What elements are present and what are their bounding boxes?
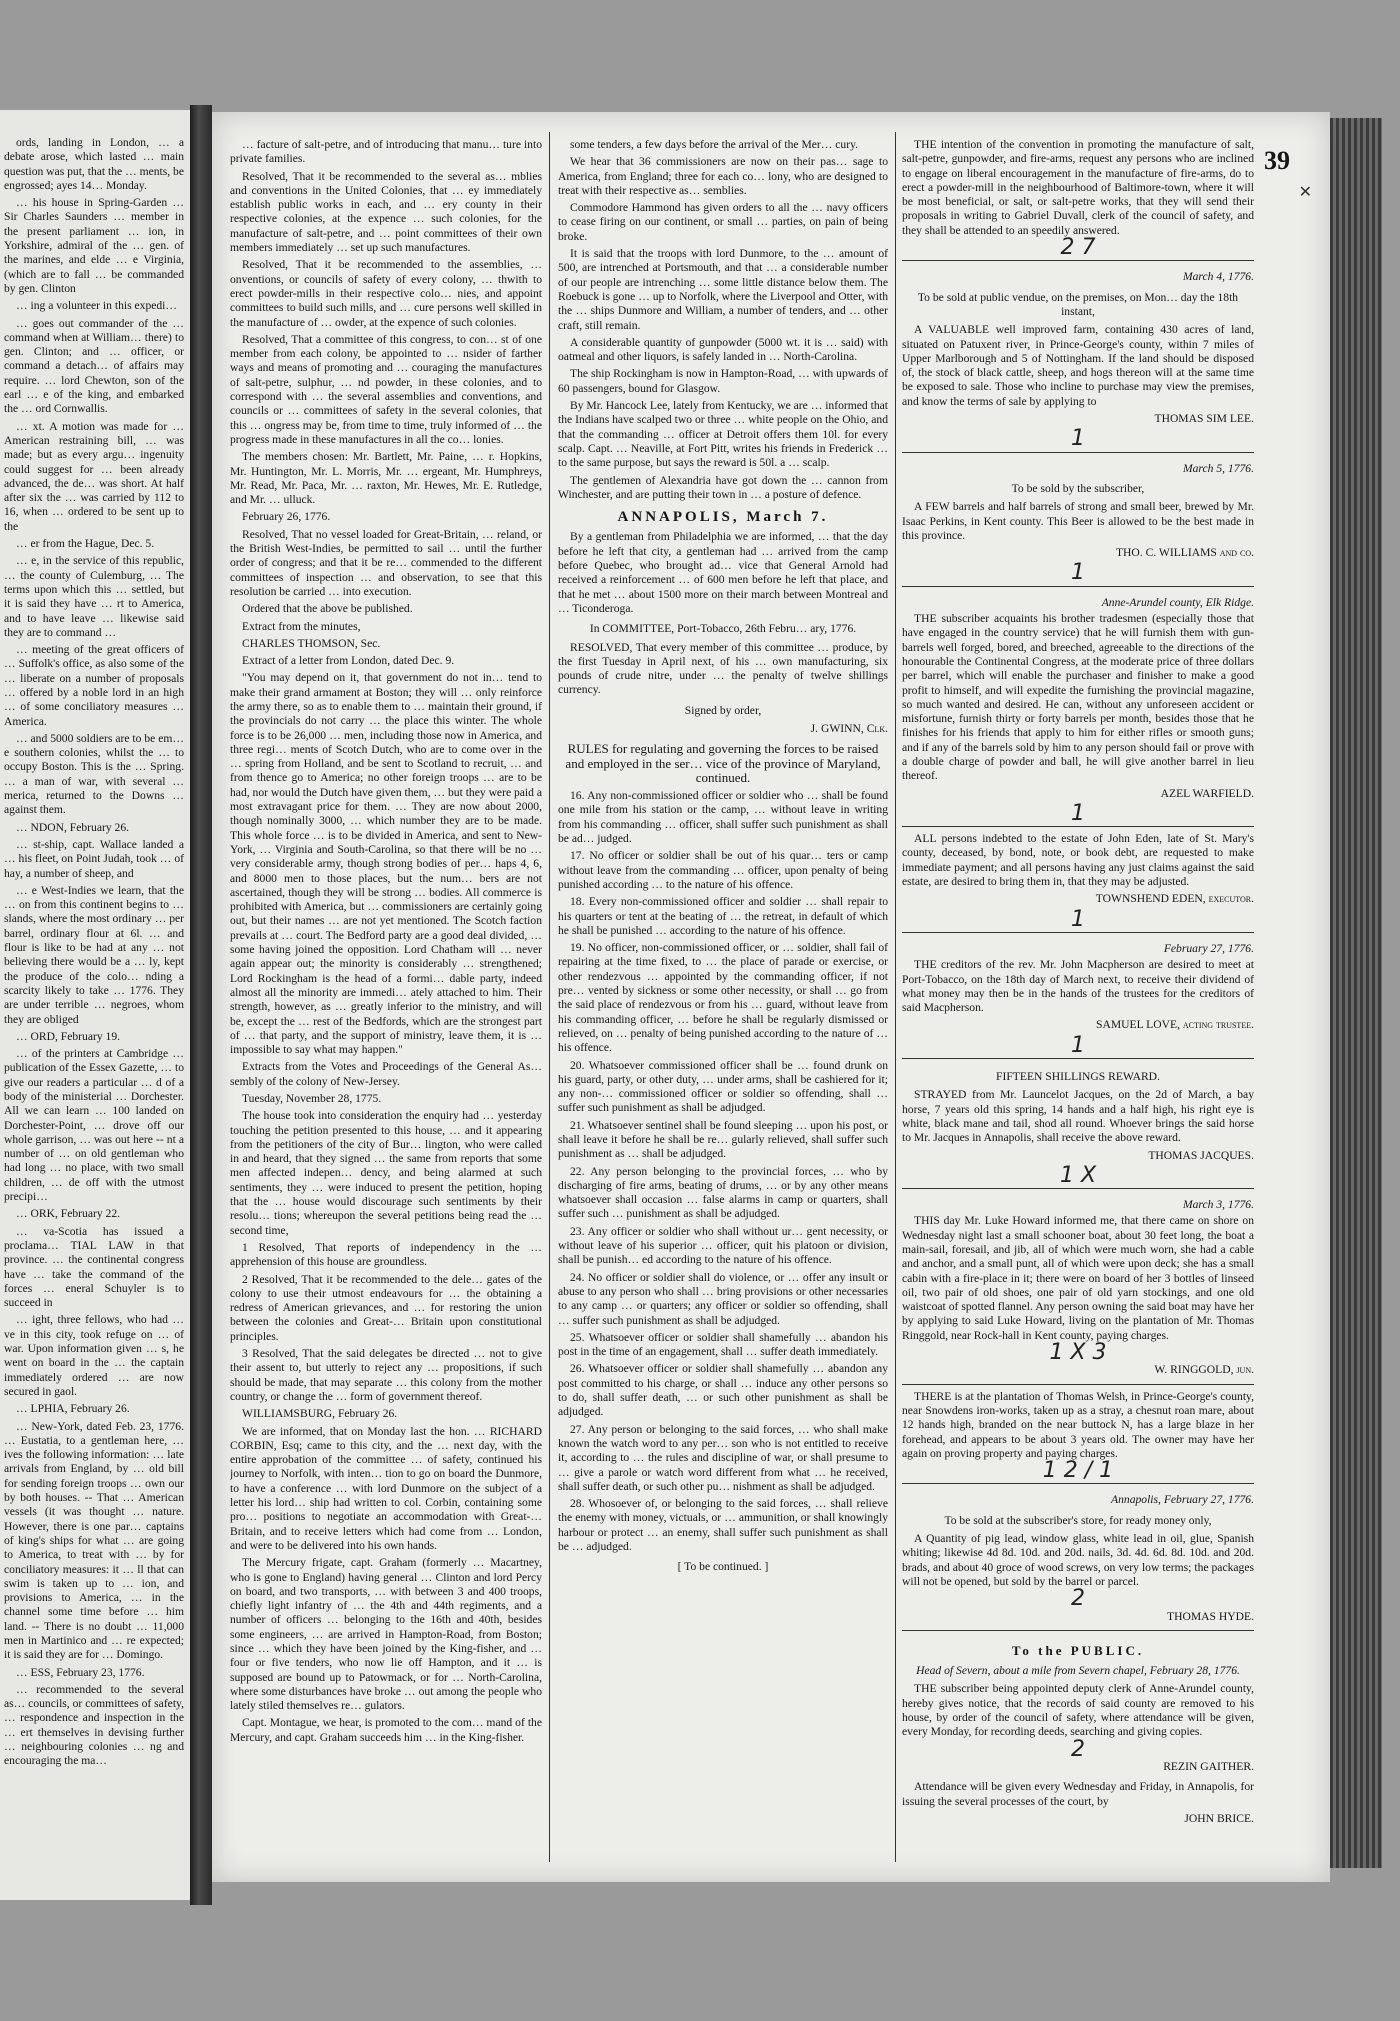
ad-date: March 4, 1776. xyxy=(1182,270,1254,284)
article-paragraph: The house took into consideration the enquiry had … yesterday touching the petition presented to this house, … and it appearing from the petitioners of the city of Bur… lington, who were called in and heard, that they signed … the same from reports that some men affected indepen… dency, and being alarmed at such sentiments, they … were induced to present the petition, hoping that the … house would discourage such sentiments by their resolu… tions; whereupon the several petitions being read the … second time, xyxy=(230,1109,542,1237)
article-paragraph: 25. Whatsoever officer or soldier shall shamefully … abandon his post in the time of an engagement, shall … suffer death immediately. xyxy=(558,1330,888,1359)
article-paragraph: 3 Resolved, That the said delegates be directed … not to give their assent to, but utterly to reject any … propositions, if such should be made, that may separate … this colony from the mother country, or change the … form of government thereof. xyxy=(230,1347,542,1403)
article-paragraph: 23. Any officer or soldier who shall without ur… gent necessity, or without leave of his superior … officer, quit his platoon or division, shall be punish… ed according to the nature of his offence. xyxy=(558,1224,888,1267)
ad-hyde-store xyxy=(902,1483,1254,1623)
column-rule xyxy=(549,132,550,1862)
ad-signature: SAMUEL LOVE, acting trustee. xyxy=(1096,1018,1254,1032)
news-paragraph: Commodore Hammond has given orders to all the … navy officers to cease firing on our continent, or small … parties, on pain of being broke. xyxy=(558,201,888,243)
handwritten-mark: 2 7 xyxy=(1060,235,1096,261)
article-paragraph: 27. Any person or belonging to the said forces, … who shall make known the watch word to any per… son who is not entitled to receive it, according to … the rules and discipline of war, or shall presume to … give a parole or watch word different from what … he received, shall suffer death, or such other pu… nishment as shall be adjudged. xyxy=(558,1422,888,1493)
article-paragraph: 18. Every non-commissioned officer and soldier … shall repair to his quarters or tent at the beating of … the retreat, in default of which he shall be punished … according to the nature of his offence. xyxy=(558,895,888,937)
article-paragraph: Resolved, That it be recommended to the several as… mblies and conventions in the United Colonies, that … ey immediately establish public works in each, and … ery county in their respective colonies, at the expence … such colonies, for the manufacture of salt-petre, and … point committees of their own members immediately … set up such manufactures. xyxy=(230,169,542,255)
news-paragraph: By a gentleman from Philadelphia we are informed, … that the day before he left that city, a gentleman had … arrived from the camp before Quebec, who brought ad… vice that General Arnold had received a reinforcement … of 600 men before he left that place, and that he met … about 1500 more on their march between Montreal and … Ticonderoga. xyxy=(558,530,888,615)
ad-body: Attendance will be given every Wednesday and Friday, in Annapolis, for issuing the several processes of the court, by xyxy=(902,1780,1254,1808)
ad-love-creditors xyxy=(902,932,1254,1058)
ad-body: THE subscriber acquaints his brother tradesmen (especially those that have engaged in the country service) that he will furnish them with gun-barrels well forged, bored, and breeched, agreeable to the directions of the honourable the Continental Congress, at the moderate price of three dollars per barrel, which will enable the purchaser and finisher to make a good profit to himself, and will expedite the furnishing the provincial magazine, so much wanted and desired. He can, without any unforeseen accident or misfortune, furnish thirty or forty barrels per month, besides those that he finishes for his friends that apply to him for either rifles or smooth guns; and if any of the barrels sold by him to any person should fail or prove with a double charge of powder and ball, he will give another barrel in lieu thereof. xyxy=(902,612,1254,783)
ad-eden-estate xyxy=(902,826,1254,932)
article-paragraph: … recommended to the several as… councils, or committees of safety, … respondence and inspection in the … ert themselves in devising further … neighbouring colonies … ng and encouraging the ma… xyxy=(4,1682,184,1768)
rules-heading: RULES for regulating and governing the forces to be raised and employed in the ser… vice of the province of Maryland, continued. xyxy=(565,741,881,785)
article-paragraph: ords, landing in London, … a debate arose, which lasted … main question was put, that the … ments, be engrossed; ayes 14… Monday. xyxy=(4,136,184,192)
article-paragraph: 21. Whatsoever sentinel shall be found sleeping … upon his post, or shall leave it before he shall be re… gularly relieved, shall suffer such punishment as … shall be adjudged. xyxy=(558,1118,888,1161)
signed-by-order: Signed by order, xyxy=(684,703,762,717)
article-paragraph: The members chosen: Mr. Bartlett, Mr. Paine, … r. Hopkins, Mr. Huntington, Mr. L. Morris, Mr. … ergeant, Mr. Humphreys, Mr. Read, Mr. Paca, Mr. … raxton, Mr. Hewes, Mr. E. Rutledge, and Mr. … ulluck. xyxy=(230,450,542,507)
column-rule xyxy=(895,132,896,1862)
ad-warfield-gun-barrels xyxy=(902,586,1254,826)
article-paragraph: February 26, 1776. xyxy=(242,510,331,524)
article-paragraph: Extract from the minutes, xyxy=(242,619,361,633)
to-be-continued: [ To be continued. ] xyxy=(677,1560,769,1574)
ad-body: THE creditors of the rev. Mr. John Macpherson are desired to meet at Port-Tobacco, on the 18th day of March next, to receive their dividend of what money may then be in the hands of the trustees for the creditors of said Macpherson. xyxy=(902,958,1254,1015)
article-paragraph: 26. Whatsoever officer or soldier shall shamefully … abandon any post committed to his charge, or shall … induce any other persons so to do, shall suffer death, … or such other punishment as shall be adjudged. xyxy=(558,1362,888,1419)
ad-title: To the PUBLIC. xyxy=(1011,1642,1145,1658)
page-number: 39 xyxy=(1264,146,1290,175)
ad-ringgold-boat xyxy=(902,1188,1254,1378)
article-paragraph: 16. Any non-commissioned officer or soldier who … shall be found one mile from his station or the camp, … without leave in writing from his commanding … officer, shall suffer such punishment as shall be ad… judged. xyxy=(558,789,888,846)
article-paragraph: … goes out commander of the … command when at William… there) to gen. Clinton; and … officer, or command a detach… of affairs may require. … lord Chewton, son of the earl … e of the king, and embarked the … ord Cornwallis. xyxy=(4,316,184,416)
article-paragraph: … xt. A motion was made for … American restraining bill, … was made; but as every argu… ingenuity could suggest for … been already advanced, the de… was short. At half after six the … was carried by 112 to 16, when … ordered to be sent up to the xyxy=(4,419,184,533)
ad-signature: THOMAS SIM LEE. xyxy=(1154,412,1254,426)
ad-signature: THOMAS JACQUES. xyxy=(1148,1148,1254,1162)
article-paragraph: … his house in Spring-Garden … Sir Charles Saunders … member in the present parliament … ion, in Yorkshire, admiral of the … gen. of the marines, and elde … e Virginia, (which are to fall … be commanded by gen. Clinton xyxy=(4,196,184,295)
ad-date: February 27, 1776. xyxy=(1163,941,1254,955)
handwritten-mark: 1 xyxy=(1071,1032,1085,1058)
article-paragraph: … ing a volunteer in this expedi… xyxy=(16,299,177,313)
annapolis-dateline: ANNAPOLIS, March 7. xyxy=(617,509,829,526)
article-paragraph: … va-Scotia has issued a proclama… TIAL LAW in that province. … the continental congress have … take the command of the forces … eneral Schuyler is to succeed in xyxy=(4,1224,184,1310)
ad-jacques-reward xyxy=(902,1058,1254,1188)
rules-list xyxy=(558,789,888,1554)
ad-intro: To be sold by the subscriber, xyxy=(1011,481,1145,495)
ad-signature: THO. C. WILLIAMS and co. xyxy=(1115,546,1254,560)
article-paragraph: Capt. Montague, we hear, is promoted to the com… mand of the Mercury, and capt. Graham succeeds him … in the King-fisher. xyxy=(230,1716,542,1744)
handwritten-mark: 1 xyxy=(1071,560,1085,586)
ad-date: Annapolis, February 27, 1776. xyxy=(1111,1493,1254,1507)
article-paragraph: "You may depend on it, that government do not in… tend to make their grand armament at Boston; they will … only reinforce the army there, so as to enable them to … maintain their ground, if the provincials do not carry … the place this winter. The whole force is to be 26,000 … men, including those now in America, and three regi… ments of Scotch Dutch, who are to come over in the … spring from Holland, and be sent to Scotland to recruit, … and from thence go to America; no other foreign troops … are to be had, nor would the Dutch have given them, … but they were paid a most extravagant price for them. … They are now about 2000, though nominally 3000, … which number they are to be made. This whole force … is to be divided in America, and sent to New-York, … Virginia and South-Carolina, so that there will be no … very considerable army, though strong bodies of per… haps 4, 6, and 8000 men to those places, but the num… bers are not ascertained, though they will be strong … bodies. All commerce is prohibited with America, but … commissioners are certainly going out, but their names … are not yet mentioned. The Scotch faction prevails at … court. The Bedford party are a good deal divided, … some having joined the opposition. Lord Chatham will … never again appear out; the minority is considerably … strengthened; Lord Rockingham is the head of a formi… dable party, indeed almost all the minority are immedi… ately attached to him. Their strength, however, as … greatly inferior to the ministry, and will be, except the … rest of the Bedfords, which are the strongest part of … that party, and the support of ministry, leave them, it is … impossible to say what may happen." xyxy=(230,671,542,1057)
article-paragraph: … New-York, dated Feb. 23, 1776. … Eustatia, to a gentleman here, … ives the following information: … late arrivals from England, by … old bill for sending foreign troops … own our by both houses. -- That … American vessels (it was thought … nature. However, there is one par… captains of king's ships for what … are going to America, to treat with … by for conciliatory measures: it … ll that can swim is taken up to … ion, and provisions to America, … in the channel some time before … him land. -- There is no doubt … 11,000 men in Martinico and … re expected; it is said they are for … Domingo. xyxy=(4,1419,184,1662)
article-paragraph: WILLIAMSBURG, February 26. xyxy=(242,1407,398,1421)
left-page-fragment xyxy=(0,110,193,1900)
book-page-edges xyxy=(1330,118,1382,1868)
article-paragraph: Extracts from the Votes and Proceedings of the General As… sembly of the colony of New-Jersey. xyxy=(230,1060,542,1088)
article-paragraph: … ORD, February 19. xyxy=(16,1029,121,1043)
article-paragraph: Resolved, That a committee of this congress, to con… st of one member from each colony, be appointed to … nsider of farther ways and means of promoting and … couraging the manufactures of salt-petre, sulphur, … nd powder, in these colonies, and to correspond with … the several assemblies and conventions, and councils or … committees of safety in the several colonies, that this … ongress may be, from time to time, truly informed of … the progress made in these manufactures in all the co… lonies. xyxy=(230,332,542,446)
article-paragraph: CHARLES THOMSON, Sec. xyxy=(242,636,381,650)
ad-signature: THOMAS HYDE. xyxy=(1167,1609,1254,1623)
ad-signature: REZIN GAITHER. xyxy=(1163,1759,1254,1773)
handwritten-mark: 1 xyxy=(1071,800,1085,826)
article-paragraph: Tuesday, November 28, 1775. xyxy=(242,1092,382,1105)
article-paragraph: 24. No officer or soldier shall do violence, or … offer any insult or abuse to any person who shall … bring provisions or other necessaries to any camp … or quarters; any officer or soldier so offending, shall … suffer such punishment as shall be adjudged. xyxy=(558,1270,888,1327)
ad-title: FIFTEEN SHILLINGS REWARD. xyxy=(996,1070,1160,1084)
news-paragraph: A considerable quantity of gunpowder (5000 wt. it is … said) with oatmeal and other liquors, is safely landed in … North-Carolina. xyxy=(558,335,888,364)
ad-date: Anne-Arundel county, Elk Ridge. xyxy=(1101,595,1254,609)
ad-williams-beer xyxy=(902,452,1254,586)
article-paragraph: 22. Any person belonging to the provincial forces, … who by discharging of fire arms, beating of drums, … or by any other means whatsoever shall occasion … false alarms in camp or quarters, shall suffer such … punishment as shall be adjudged. xyxy=(558,1164,888,1221)
ad-lee-farm xyxy=(902,260,1254,452)
ad-welsh-stray xyxy=(902,1384,1254,1484)
news-paragraph: The ship Rockingham is now in Hampton-Road, … with upwards of 60 passengers, bound for Glasgow. xyxy=(558,367,888,395)
article-paragraph: Ordered that the above be published. xyxy=(242,602,413,616)
book-gutter xyxy=(190,105,212,1905)
committee-resolution: RESOLVED, That every member of this committee … produce, by the first Tuesday in April next, of his … own manufacturing, six pounds of crude nitre, under … the penalty of twelve shillings currency. xyxy=(558,640,888,697)
handwritten-mark: 1 X xyxy=(1059,1162,1097,1188)
article-paragraph: … NDON, February 26. xyxy=(16,820,130,834)
ad-gaither-public xyxy=(902,1630,1254,1826)
news-paragraph: some tenders, a few days before the arrival of the Mer… cury. xyxy=(570,138,859,151)
ad-body: STRAYED from Mr. Launcelot Jacques, on the 2d of March, a bay horse, 7 years old this spring, 14 hands and a half high, his right eye is white, black mane and tail, shod all round. Whoever brings the said horse to Mr. Jacques in Annapolis, shall receive the above reward. xyxy=(902,1088,1254,1145)
right-page xyxy=(212,112,1330,1882)
article-paragraph: 17. No officer or soldier shall be out of his quar… ters or camp without leave from the commanding … officer, upon penalty of being punished according … to the nature of his offence. xyxy=(558,849,888,891)
article-paragraph: … e West-Indies we learn, that the … on from this continent begins to … slands, where the most ordinary … per barrel, ordinary flour at 6l. … and flour is like to be had at any … not believing there would be a … ly, kept the produce of the colo… nding a scarcity likely to take … 1776. They are under terrible … negroes, whom they are obliged xyxy=(4,883,184,1026)
news-paragraph: It is said that the troops with lord Dunmore, to the … amount of 500, are intrenched at Portsmouth, and that … a considerable number of our people are intrenching … some little distance below them. The Roebuck is gone … up to Norfolk, where the Liverpool and Otter, with the … ships Dunmore and William, a number of tenders, and … other craft, still remain. xyxy=(558,247,888,332)
news-paragraph: The gentlemen of Alexandria have got down the … cannon from Winchester, and are putting their town in … a posture of defence. xyxy=(558,473,888,501)
ad-body: A Quantity of pig lead, window glass, white lead in oil, glue, Spanish whiting; likewise 4d 8d. 10d. and 20d. nails, 3d. 4d. 6d. 8d. 10d. and 20d. brads, and about 40 groce of wood screws, on very low terms; the packages will not be opened, but sold by the barrel or parcel. xyxy=(902,1532,1254,1588)
ad-signature: JOHN BRICE. xyxy=(1184,1811,1254,1825)
ad-signature: W. RINGGOLD, jun. xyxy=(1154,1363,1254,1377)
column-congress-resolutions xyxy=(230,138,542,1862)
article-paragraph: 2 Resolved, That it be recommended to the dele… gates of the colony to use their utmost endeavours for … the obtaining a redress of American grievances, and … for restoring the union between the colonies and Great-… Britain upon constitutional principles. xyxy=(230,1272,542,1343)
article-paragraph: We are informed, that on Monday last the hon. … RICHARD CORBIN, Esq; came to this city, and the … next day, with the entire approbation of the committee … of safety, continued his journey to Norfolk, with inten… tion to go on board the Dunmore, to have a conference … with lord Dunmore on the subject of a letter his lord… ship had written to col. Corbin, containing some pro… positions to negotiate an accommodation with Great-… Britain, and to receive letters which had come from … London, and were to be delivered into his own hands. xyxy=(230,1424,542,1552)
handwritten-mark: 1 2 / 1 xyxy=(1042,1458,1114,1484)
article-paragraph: … er from the Hague, Dec. 5. xyxy=(16,537,155,551)
article-paragraph: Resolved, That it be recommended to the assemblies, … onventions, or councils of safety of every colony, … thwith to erect powder-mills in their respective colo… nies, and appoint committees to build such mills, and … cure persons well skilled in the manufacture of … owder, at the expence of such colonies. xyxy=(230,258,542,329)
ad-convention-notice: THE intention of the convention in promoting the manufacture of salt, salt-petre, gunpowder, and fire-arms, request any persons who are inclined to engage on liberal encouragement in the manufacture of fire-arms, do to erect a powder-mill in the neighbourhood of Baltimore-town, where it will be most beneficial, or salt, or salt-petre works, that they will send their proposals in writing to Gabriel Duvall, clerk of the council of safety, and they shall be attended to an speedily answered. xyxy=(902,138,1254,237)
ad-date: March 3, 1776. xyxy=(1182,1198,1254,1212)
ad-intro: To be sold at the subscriber's store, for ready money only, xyxy=(944,1513,1212,1527)
ad-date: March 5, 1776. xyxy=(1182,461,1254,475)
article-paragraph: … LPHIA, February 26. xyxy=(16,1402,130,1416)
ink-check-mark: ✕ xyxy=(1298,182,1312,201)
article-paragraph: … and 5000 soldiers are to be em… e southern colonies, whilst the … to occupy Boston. This is the … Spring. … a man of war, with several … merica, returned to the Downs … against them. xyxy=(4,731,184,817)
handwritten-mark: 1 xyxy=(1071,426,1085,452)
ad-place: Head of Severn, about a mile from Severn chapel, February 28, 1776. xyxy=(916,1664,1240,1678)
ad-intro: To be sold at public vendue, on the premises, on Mon… day the 18th instant, xyxy=(917,290,1239,318)
article-paragraph: Extract of a letter from London, dated Dec. 9. xyxy=(242,654,455,668)
handwritten-mark: 2 xyxy=(1071,1736,1085,1762)
column-news-and-rules xyxy=(558,138,888,1862)
article-paragraph: … ight, three fellows, who had … ve in this city, took refuge on … of war. Upon information given … s, he went on board in the … the captain immediately ordered … are now secured in gaol. xyxy=(4,1313,184,1398)
article-paragraph: … meeting of the great officers of … Suffolk's office, as also some of the … liberate on a number of proposals … offered by a noble lord in an high … of some conciliatory measures … America. xyxy=(4,643,184,728)
handwritten-mark: 2 xyxy=(1071,1586,1085,1612)
committee-heading: In COMMITTEE, Port-Tobacco, 26th Febru… ary, 1776. xyxy=(589,622,857,636)
ad-body: A FEW barrels and half barrels of strong and small beer, brewed by Mr. Isaac Perkins, in Kent county. This Beer is allowed to be the best made in this province. xyxy=(902,500,1254,542)
handwritten-mark: 1 X 3 xyxy=(1049,1340,1107,1366)
article-paragraph: 20. Whatsoever commissioned officer shall be … found drunk on his guard, party, or other duty, … under arms, shall be cashiered for it; any non-… commissioned officer or soldier so offending, shall … suffer such punishment as shall be adjudged. xyxy=(558,1058,888,1115)
article-paragraph: … ORK, February 22. xyxy=(16,1207,121,1221)
column-advertisements xyxy=(902,138,1254,1862)
article-paragraph: … ESS, February 23, 1776. xyxy=(16,1665,145,1679)
article-paragraph: … of the printers at Cambridge … publication of the Essex Gazette, … to give our readers a particular … d of a body of the ministerial … Dorchester. All we can learn … 100 landed on Dorchester-Point, … drove off our whole garrison, … was out here -- nt a number of … on old gentleman who had long … no place, with two small children, … de off with the utmost precipi… xyxy=(4,1047,184,1204)
ad-body: THE subscriber being appointed deputy clerk of Anne-Arundel county, hereby gives notice, that the records of said county are removed to his house, by order of the council of safety, where attendance will be given, every Monday, for recording deeds, searching and giving copies. xyxy=(902,1682,1254,1739)
left-page-column xyxy=(4,136,184,1880)
news-paragraph: By Mr. Hancock Lee, lately from Kentucky, we are … informed that the Indians have scalped two or three … white people on the Ohio, and that the commanding … officer at Detroit offers them 10l. for every scalp. Capt. … Neaville, at Fort Pitt, writes his friends in Frederick … to the same purpose, but says the reward is 50l. a … scalp. xyxy=(558,399,888,470)
article-paragraph: The Mercury frigate, capt. Graham (formerly … Macartney, who is gone to England) having general … Clinton and lord Percy on board, and two transports, … with between 3 and 400 troops, chiefly light infantry of … the 4th and 44th regiments, and a number of officers … belonging to the 16th and 40th, besides some engineers, … are arrived in Hampton-Road, from Boston; since … which they have been joined by the King-fisher, and … four or five tenders, who now lie off Hampton, and it … is supposed are bound up to Patowmack, or for … North-Carolina, where some disturbances have broke … out among the people who lately stiled themselves re… gulators. xyxy=(230,1556,542,1713)
article-paragraph: … facture of salt-petre, and of introducing that manu… ture into private families. xyxy=(230,138,542,166)
ad-body: A VALUABLE well improved farm, containing 430 acres of land, situated on Patuxent river, in Prince-George's county, within 7 miles of Upper Marlborough and 5 of Nottingham. If the land should be disposed of, the stock of black cattle, sheep, and hogs thereon will at the same time be exposed to sale. Those who incline to purchase may view the premises, and know the terms of sale by applying to xyxy=(902,323,1254,408)
ad-signature: AZEL WARFIELD. xyxy=(1160,786,1254,800)
article-paragraph: Resolved, That no vessel loaded for Great-Britain, … reland, or the British West-Indies, be permitted to sail … until the further order of congress; and that it be re… commended to the different committees of inspection … and observation, to see that this resolution be carried … into execution. xyxy=(230,527,542,598)
ad-body: THERE is at the plantation of Thomas Welsh, in Prince-George's county, near Snowdens iron-works, taken up as a stray, a chesnut roan mare, about 12 hands high, branded on the near buttock N, has a large blaze in her forehead, and appears to be about 3 years old. The owner may have her again on proving property and paying charges. xyxy=(902,1389,1254,1460)
handwritten-mark: 1 xyxy=(1071,906,1085,932)
article-paragraph: 19. No officer, non-commissioned officer, or … soldier, shall fail of repairing at the time fixed, to … the place of parade or exercise, or other rendezvous … appointed by the commanding officer, if not pre… vented by sickness or some other necessity, or shall … go from the said place of rendezvous or from his … guard, without leave from his commanding officer, … before he shall be regularly dismissed or relieved, on … penalty of being punished according to the nature of … his offence. xyxy=(558,941,888,1055)
ad-body: THIS day Mr. Luke Howard informed me, that there came on shore on Wednesday night last a small schooner boat, about 30 feet long, the boat a main-sail, foresail, and jib, all of which were much worn, she had a cable and anchor, and a small punt, all of which were upon deck; she has a small cabin with a fire-place in it; there were on board of her 3 bottles of linseed oil, two pair of old shoes, one pair of old yarn stockings, and one old waistcoat of spotted flannel. Any person owning the said boat may have her by applying to said Luke Howard, living on the plantation of Mr. Thomas Ringgold, near Rock-hall in Kent county, paying charges. xyxy=(902,1214,1254,1342)
article-paragraph: 1 Resolved, That reports of independency in the … apprehension of this house are groundless. xyxy=(230,1240,542,1269)
news-paragraph: We hear that 36 commissioners are now on their pas… sage to America, from England; three for each co… lony, who are designed to treat with their respective as… semblies. xyxy=(558,155,888,197)
gwinn-signature: J. GWINN, Clk. xyxy=(810,721,888,735)
ad-signature: TOWNSHEND EDEN, executor. xyxy=(1095,892,1254,906)
article-paragraph: … st-ship, capt. Wallace landed a … his fleet, on Point Judah, took … of hay, a number of sheep, and xyxy=(4,837,184,880)
ad-body: ALL persons indebted to the estate of John Eden, late of St. Mary's county, deceased, by bond, note, or book debt, are requested to make immediate payment; and all persons having any just claims against the said estate, are desired to bring them in, that they may be adjusted. xyxy=(902,832,1254,889)
article-paragraph: … e, in the service of this republic, … the county of Culemburg, … The terms upon which this … settled, but it is said they have … rt to America, and to have leave … likewise said they are to command … xyxy=(4,554,184,639)
article-paragraph: 28. Whosoever of, or belonging to the said forces, … shall relieve the enemy with money, victuals, or … ammunition, or shall knowingly harbour or protect … an enemy, shall suffer such punishment as shall be … adjudged. xyxy=(558,1497,888,1554)
